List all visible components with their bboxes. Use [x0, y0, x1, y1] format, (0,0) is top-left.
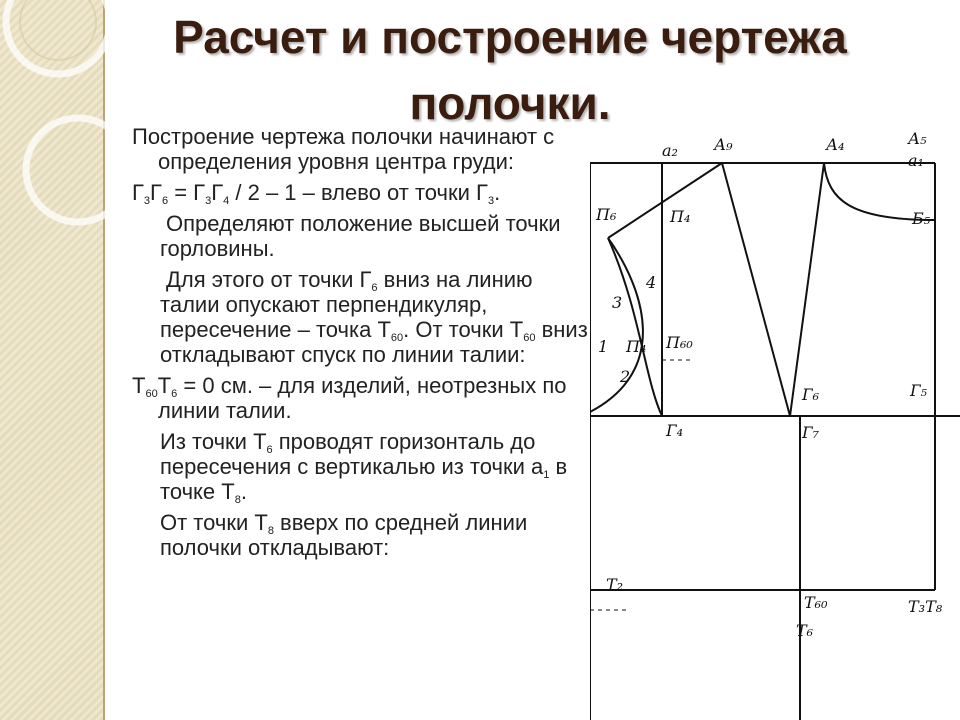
label-T60: Т₆₀: [804, 593, 828, 612]
paragraph-4: Для этого от точки $Г_6$ вниз на линию талии опускают перпендикуляр, пересечение – точка $Т_{60}$. От точки $Т_{60}$ вниз откладывают спуск по линии талии:: [160, 267, 588, 367]
label-a2: а₂: [662, 141, 678, 160]
label-n3: 3: [612, 293, 623, 312]
label-a1: а₁: [908, 151, 924, 170]
label-G7: Г₇: [802, 423, 820, 442]
label-G5: Г₅: [910, 381, 928, 400]
paragraph-5: $Т_{60}Т_6 = 0$ см. – для изделий, неотрезных по линии талии.: [132, 373, 567, 423]
label-P60: П₆₀: [666, 333, 693, 352]
paragraph-2: $Г_3Г_6 = Г_3Г_4 / 2 - 1$ – влево от точки $Г_3$.: [132, 180, 501, 207]
label-T6: Т₆: [796, 621, 814, 640]
pattern-drawing: [590, 120, 960, 720]
label-n2: 2: [620, 367, 631, 386]
paragraph-6: Из точки $Т_6$ проводят горизонталь до пересечения с вертикалью из точки $а_1$ в точке $Т_8$.: [160, 429, 568, 506]
label-A5: А₅: [908, 129, 927, 148]
paragraph-3: Определяют положение высшей точки горловины.: [160, 211, 561, 261]
label-G6: Г₆: [802, 385, 820, 404]
label-P6: П₆: [596, 205, 617, 224]
label-T3T8: Т₃Т₈: [908, 597, 943, 616]
label-A4: А₄: [826, 135, 845, 154]
label-A9: А₉: [714, 135, 733, 154]
label-n1: 1: [598, 337, 609, 356]
label-T2: Т₂: [606, 575, 624, 594]
paragraph-7: От точки $Т_8$ вверх по средней линии полочки откладывают:: [160, 510, 528, 560]
label-G4: Г₄: [666, 421, 684, 440]
label-n4: 4: [646, 273, 657, 292]
paragraph-1: Построение чертежа полочки начинают с определения уровня центра груди:: [132, 124, 555, 174]
slide-text: [132, 124, 592, 566]
label-P4: П₄: [670, 207, 691, 226]
label-B5: Б₅: [912, 209, 931, 228]
slide-title: Расчет и построение чертежа полочки.: [173, 11, 847, 129]
label-P4-lower: П₄: [626, 337, 647, 356]
